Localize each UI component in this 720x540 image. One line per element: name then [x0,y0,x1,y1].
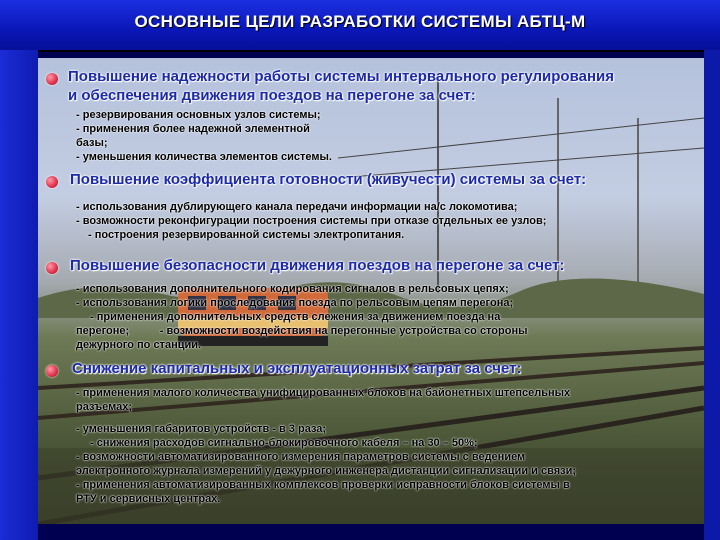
goal-1-item: - применения более надежной элементной [76,123,310,135]
title-bar [0,0,720,50]
goal-1-item: - резервирования основных узлов системы; [76,109,321,121]
goal-1-item: - уменьшения количества элементов системы. [76,151,332,163]
goal-3-item: - использования дополнительного кодирования сигналов в рельсовых цепях; [76,283,509,295]
bullet-icon [46,262,58,274]
goal-4-item: - применения малого количества унифицированных блоков на байонетных штепсельных [76,387,571,399]
goal-3-item: - использования логики проследования поезда по рельсовым цепям перегона; [76,297,514,309]
goal-3-item: дежурного по станции. [76,339,202,351]
goal-2-heading: Повышение коэффициента готовности (живучести) системы за счет: [70,171,587,188]
goal-4-item: - применения автоматизированных комплексов проверки исправности блоков системы в [76,479,570,491]
goal-3-item: - применения дополнительных средств слежения за движением поезда на [90,311,501,323]
goal-4-heading: Снижение капитальных и эксплуатационных затрат за счет: [72,360,522,377]
bullet-icon [46,365,58,377]
goal-1-heading-line2: и обеспечения движения поездов на перегоне за счет: [68,87,476,104]
goal-4-item: - уменьшения габаритов устройств - в 3 раза; [76,423,327,435]
goal-4-item: электронного журнала измерений у дежурного инженера дистанции сигнализации и связи; [76,465,577,477]
goal-3-item: перегоне; - возможности воздействия на перегонные устройства со стороны [76,325,528,337]
goal-4-item: РТУ и сервисных центрах. [76,493,221,505]
left-decor-bar [0,50,38,540]
goal-3-heading: Повышение безопасности движения поездов на перегоне за счет: [70,257,565,274]
goal-4-item: разъемах; [76,401,133,413]
slide-title: ОСНОВНЫЕ ЦЕЛИ РАЗРАБОТКИ СИСТЕМЫ АБТЦ-М [134,12,586,31]
goals-content [38,58,704,524]
goal-2-item: - построения резервированной системы электропитания. [88,229,405,241]
bullet-icon [46,176,58,188]
goal-2-item: - использования дублирующего канала передачи информации на/с локомотива; [76,201,518,213]
goal-2-item: - возможности реконфигурации построения системы при отказе отдельных ее узлов; [76,215,547,227]
goal-4-item: - снижения расходов сигнально-блокировочного кабеля – на 30 – 50%; [90,437,478,449]
goal-1-heading-line1: Повышение надежности работы системы интервального регулирования [68,68,614,85]
bullet-icon [46,73,58,85]
goal-1-item: базы; [76,137,108,149]
goal-4-item: - возможности автоматизированного измерения параметров системы с ведением [76,451,526,463]
right-decor-bar [704,50,720,540]
